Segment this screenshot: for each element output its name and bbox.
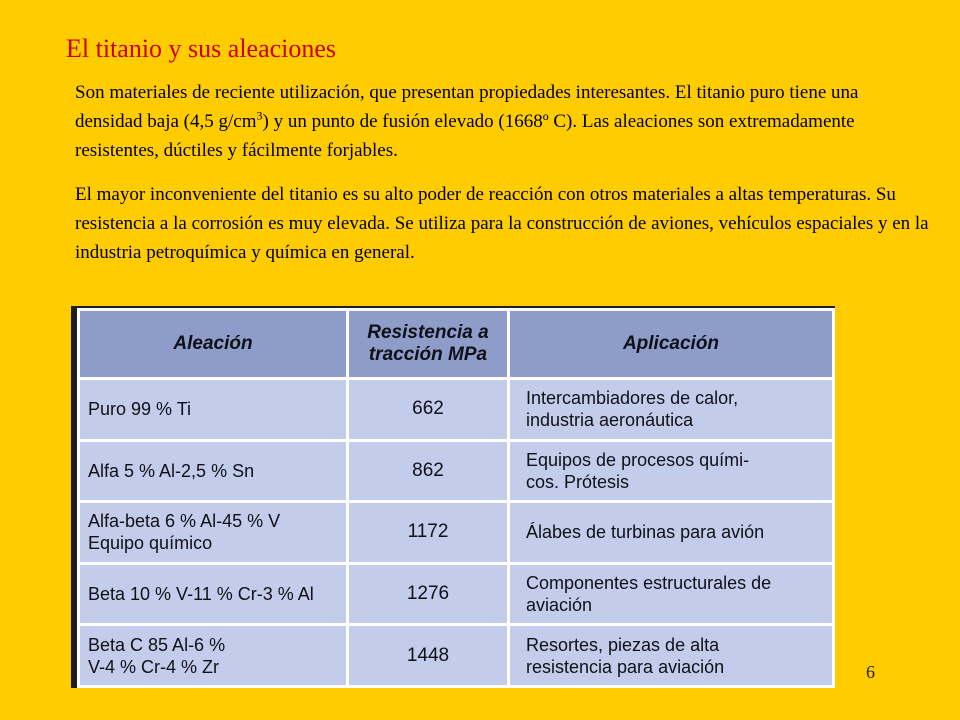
alloy-cell: [79, 563, 348, 625]
header-resistance-line1: Resistencia a: [367, 322, 489, 343]
application-cell: [509, 440, 834, 502]
application-line1: Resortes, piezas de alta: [526, 634, 720, 655]
application-line1: Equipos de procesos quími-: [526, 449, 750, 470]
alloy-table-image: [71, 306, 835, 688]
page-number: 6: [866, 662, 875, 682]
table-header-row: [79, 310, 834, 379]
application-line1: Álabes de turbinas para avión: [526, 522, 765, 543]
resistance-cell: 662: [348, 379, 509, 441]
table-row: [79, 563, 834, 625]
table-row: [79, 379, 834, 441]
alloy-table: [77, 308, 835, 688]
application-cell: [509, 379, 834, 441]
application-line2: aviación: [526, 595, 593, 616]
resistance-cell: 1172: [348, 502, 509, 564]
intro-text-part1: Son materiales de reciente utilización, que presentan propiedades interesantes. El titanio puro tiene una densidad baja (4,5 g/cm: [75, 82, 859, 132]
alloy-line1: Beta 10 % V-11 % Cr-3 % Al: [88, 584, 314, 605]
intro-text-part2: ) y un punto de fusión elevado (1668º C). Las aleaciones son extremadamente resistentes, dúctiles y fácilmente forjables.: [75, 111, 855, 161]
alloy-cell: [79, 440, 348, 502]
header-alloy: Aleación: [79, 310, 348, 379]
application-line1: Componentes estructurales de: [526, 573, 772, 594]
second-paragraph: El mayor inconveniente del titanio es su alto poder de reacción con otros materiales a altas temperaturas. Su resistencia a la corrosión es muy elevada. Se utiliza para la construcción de aviones, vehículos espaciales y en la industria petroquímica y química en general.: [75, 184, 929, 263]
alloy-line1: Beta C 85 Al-6 %: [88, 634, 226, 655]
table-row: [79, 625, 834, 687]
alloy-line2: V-4 % Cr-4 % Zr: [88, 656, 220, 677]
application-cell: [509, 563, 834, 625]
header-resistance-line2: tracción MPa: [368, 344, 488, 365]
application-cell: [509, 625, 834, 687]
table-row: [79, 502, 834, 564]
resistance-cell: 862: [348, 440, 509, 502]
intro-superscript: 3: [256, 108, 263, 123]
resistance-cell: 1276: [348, 563, 509, 625]
table-row: [79, 440, 834, 502]
application-cell: [509, 502, 834, 564]
resistance-cell: 1448: [348, 625, 509, 687]
intro-paragraph: [75, 78, 930, 165]
alloy-line1: Alfa 5 % Al-2,5 % Sn: [88, 460, 255, 481]
application-line2: cos. Prótesis: [526, 471, 630, 492]
application-line2: industria aeronáutica: [526, 410, 694, 431]
slide-title: El titanio y sus aleaciones: [66, 34, 337, 63]
header-resistance: [348, 310, 509, 379]
application-line1: Intercambiadores de calor,: [526, 388, 739, 409]
alloy-line2: Equipo químico: [88, 533, 213, 554]
alloy-cell: [79, 502, 348, 564]
application-line2: resistencia para aviación: [526, 656, 725, 677]
alloy-line1: Alfa-beta 6 % Al-45 % V: [88, 511, 281, 532]
alloy-cell: [79, 625, 348, 687]
alloy-line1: Puro 99 % Ti: [88, 399, 192, 420]
alloy-cell: [79, 379, 348, 441]
header-application: Aplicación: [509, 310, 834, 379]
